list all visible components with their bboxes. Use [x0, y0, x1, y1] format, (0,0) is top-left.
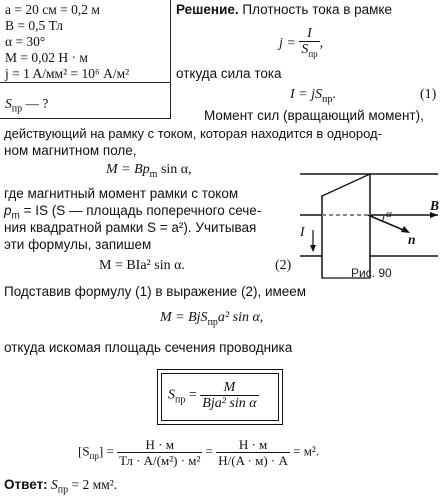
solution-intro: Решение. Плотность тока в рамке — [176, 2, 393, 17]
given-a: a = 20 см = 0,2 м — [5, 2, 100, 17]
text-result: откуда искомая площадь сечения проводника — [4, 340, 293, 355]
text-moment-line2: $p_m$ = IS (S — площадь поперечного сече- — [4, 203, 262, 222]
solution-heading: Решение. — [176, 2, 239, 17]
given-b: B = 0,5 Тл — [5, 18, 63, 33]
given-block — [0, 0, 171, 119]
result-formula-box — [157, 369, 283, 425]
answer-label: Ответ: — [4, 477, 48, 492]
text-torque-line2: действующий на рамку с током, которая находится в однород- — [4, 126, 382, 141]
equation-torque: $M = Bp_m$ sin α, — [106, 162, 192, 180]
equation-1-number: (1) — [420, 87, 437, 102]
equation-1: $I = jS_{пр}$. — [290, 87, 336, 105]
given-alpha: α = 30° — [5, 34, 46, 49]
frame-diagram — [296, 160, 442, 280]
text-substitution: Подставив формулу (1) в выражение (2), имеем — [4, 284, 307, 299]
given-j: j = 1 A/мм² = 10⁶ A/м² — [5, 66, 130, 81]
label-current: I — [300, 224, 305, 239]
equation-3: M = BjS$_{пр}$a² sin α, — [160, 310, 264, 328]
result-formula: $S_{пр}$ = $\frac{M}{\text{Bja² sin α}}$ — [168, 380, 257, 411]
text-current: откуда сила тока — [176, 66, 282, 81]
text-moment-line1: где магнитный момент рамки с током — [4, 186, 239, 201]
equation-2-number: (2) — [275, 258, 292, 273]
given-find: $S_{пр}$ — ? — [5, 96, 49, 115]
given-divider — [0, 82, 170, 83]
units-check: $[S_{пр}]$ = $\frac{Н \cdot м}{\text{Тл · A/(м²) · м²}}$ = $\frac{Н \cdot м}{Н/(A \cdot м) \cdot A}$ = м². — [78, 437, 320, 468]
text-moment-line4: эти формулы, запишем — [4, 237, 152, 252]
answer: Ответ: $S_{пр} = 2$ мм². — [4, 477, 118, 496]
current-arrow-icon — [310, 245, 316, 252]
text-torque-line3: ном магнитном поле, — [4, 143, 137, 158]
label-b: B — [430, 198, 440, 213]
equation-current-density: j = $\frac{I}{S_{пр}}$ , — [279, 26, 324, 59]
figure-caption: Рис. 90 — [351, 266, 392, 280]
text-torque-line1: Момент сил (вращающий момент), — [204, 108, 424, 123]
given-m: M = 0,02 Н · м — [5, 50, 88, 65]
label-n: n — [408, 232, 416, 247]
figure-90 — [296, 160, 442, 280]
text-moment-line3: ния квадратной рамки S = a²). Учитывая — [4, 220, 257, 235]
current-frame — [322, 174, 370, 278]
label-alpha: α — [386, 208, 392, 220]
equation-2: M = BIa² sin α. — [99, 258, 185, 273]
